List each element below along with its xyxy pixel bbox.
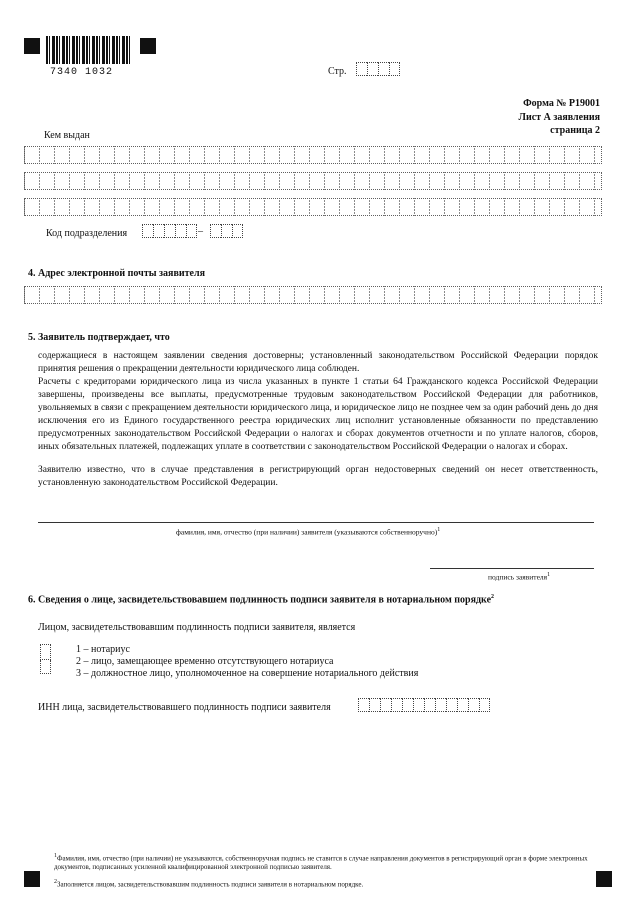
page-label: Стр. [328,66,347,77]
issued-by-field-3[interactable] [24,198,602,216]
issued-by-field-1[interactable] [24,146,602,164]
section-6-footnote-mark: 2 [491,594,495,600]
email-field[interactable] [24,286,602,304]
applicant-name-line[interactable] [38,522,594,523]
issued-by-label: Кем выдан [44,130,90,141]
section-5-title: 5. Заявитель подтверждает, что [28,332,170,343]
division-code-label: Код подразделения [46,228,128,239]
name-caption-footnote-mark: 1 [437,527,441,533]
division-code-part1[interactable] [142,224,197,238]
section-6-title: 6. Сведения о лице, засвидетельствовавшем подлинность подписи заявителя в нотариальном порядке$^2$ [28,594,495,606]
registration-marker-bottom-right [596,871,612,887]
signature-caption-footnote-mark: 1 [547,572,551,578]
notary-option-1: 1 – нотариус [76,644,130,655]
notary-person-label: Лицом, засвидетельствовавшим подлинность подписи заявителя, является [38,622,356,633]
registration-marker-bottom-left [24,871,40,887]
footnote-2: $^2$Заполняется лицом, засвидетельствовавшим подлинность подписи заявителя в нотариальном порядке. [54,879,364,889]
notary-type-field-2 [40,660,51,674]
footnote-1-mark: 1 [54,853,57,859]
footnote-1: $^1$Фамилия, имя, отчество (при наличии) не указываются, собственноручная подпись не ставится в случае направления документов в регистрирующий орган в форме электронных документов, подписанных усиленной квалифицированной электронной подписью заявителя. [54,853,588,872]
notary-type-field[interactable] [40,644,51,660]
applicant-name-caption: фамилия, имя, отчество (при наличии) заявителя (указываются собственноручно)$^1$ [176,527,441,537]
inn-field[interactable] [358,698,490,712]
barcode-icon [46,36,132,64]
page-number-field[interactable] [356,62,400,76]
notary-option-2: 2 – лицо, замещающее временно отсутствующего нотариуса [76,656,334,667]
section-5-paragraph-1: содержащиеся в настоящем заявлении сведения достоверны; установленный законодательством Российской Федерации порядок принятия решения о прекращении деятельности юридического лица соблюден. [38,351,598,374]
page-title: страница 2 [550,125,600,136]
barcode-number: 7340 1032 [50,67,114,78]
sheet-title: Лист А заявления [518,112,600,123]
division-code-part2[interactable] [210,224,243,238]
section-4-title: 4. Адрес электронной почты заявителя [28,268,205,279]
issued-by-field-2[interactable] [24,172,602,190]
footnote-2-mark: 2 [54,879,57,885]
section-5-paragraph-2: Расчеты с кредиторами юридического лица из числа указанных в пункте 1 статьи 64 Гражданского кодекса Российской Федерации завершены, произведены все выплаты, предусмотренные трудовым законодательством Российской Федерации для работников, увольняемых в связи с прекращением деятельности юридического лица, и юридическое лицо не позднее чем за один рабочий день до дня исключения его из Единого государственного реестра юридических лиц исполнит установленные обязанности по представлению предусмотренных законодательством Российской Федерации о налогах и сборах документов отчетности и по уплате налогов, сборов, иных обязательных платежей, подлежащих уплате в соответствии с законодательством Российской Федерации о налогах и сборах. [38,377,598,452]
registration-marker-top-left [24,38,40,54]
applicant-signature-caption: подпись заявителя$^1$ [488,572,551,582]
registration-marker-top-right [140,38,156,54]
applicant-signature-line[interactable] [430,568,594,569]
division-code-dash: – [198,226,203,237]
section-5-paragraph-3: Заявителю известно, что в случае представления в регистрирующий орган недостоверных сведений он несет ответственность, установленную законодательством Российской Федерации. [38,465,598,488]
section-5-text [38,350,598,500]
inn-label: ИНН лица, засвидетельствовавшего подлинность подписи заявителя [38,702,331,713]
notary-option-3: 3 – должностное лицо, уполномоченное на совершение нотариального действия [76,668,419,679]
form-title: Форма № Р19001 [523,98,600,109]
